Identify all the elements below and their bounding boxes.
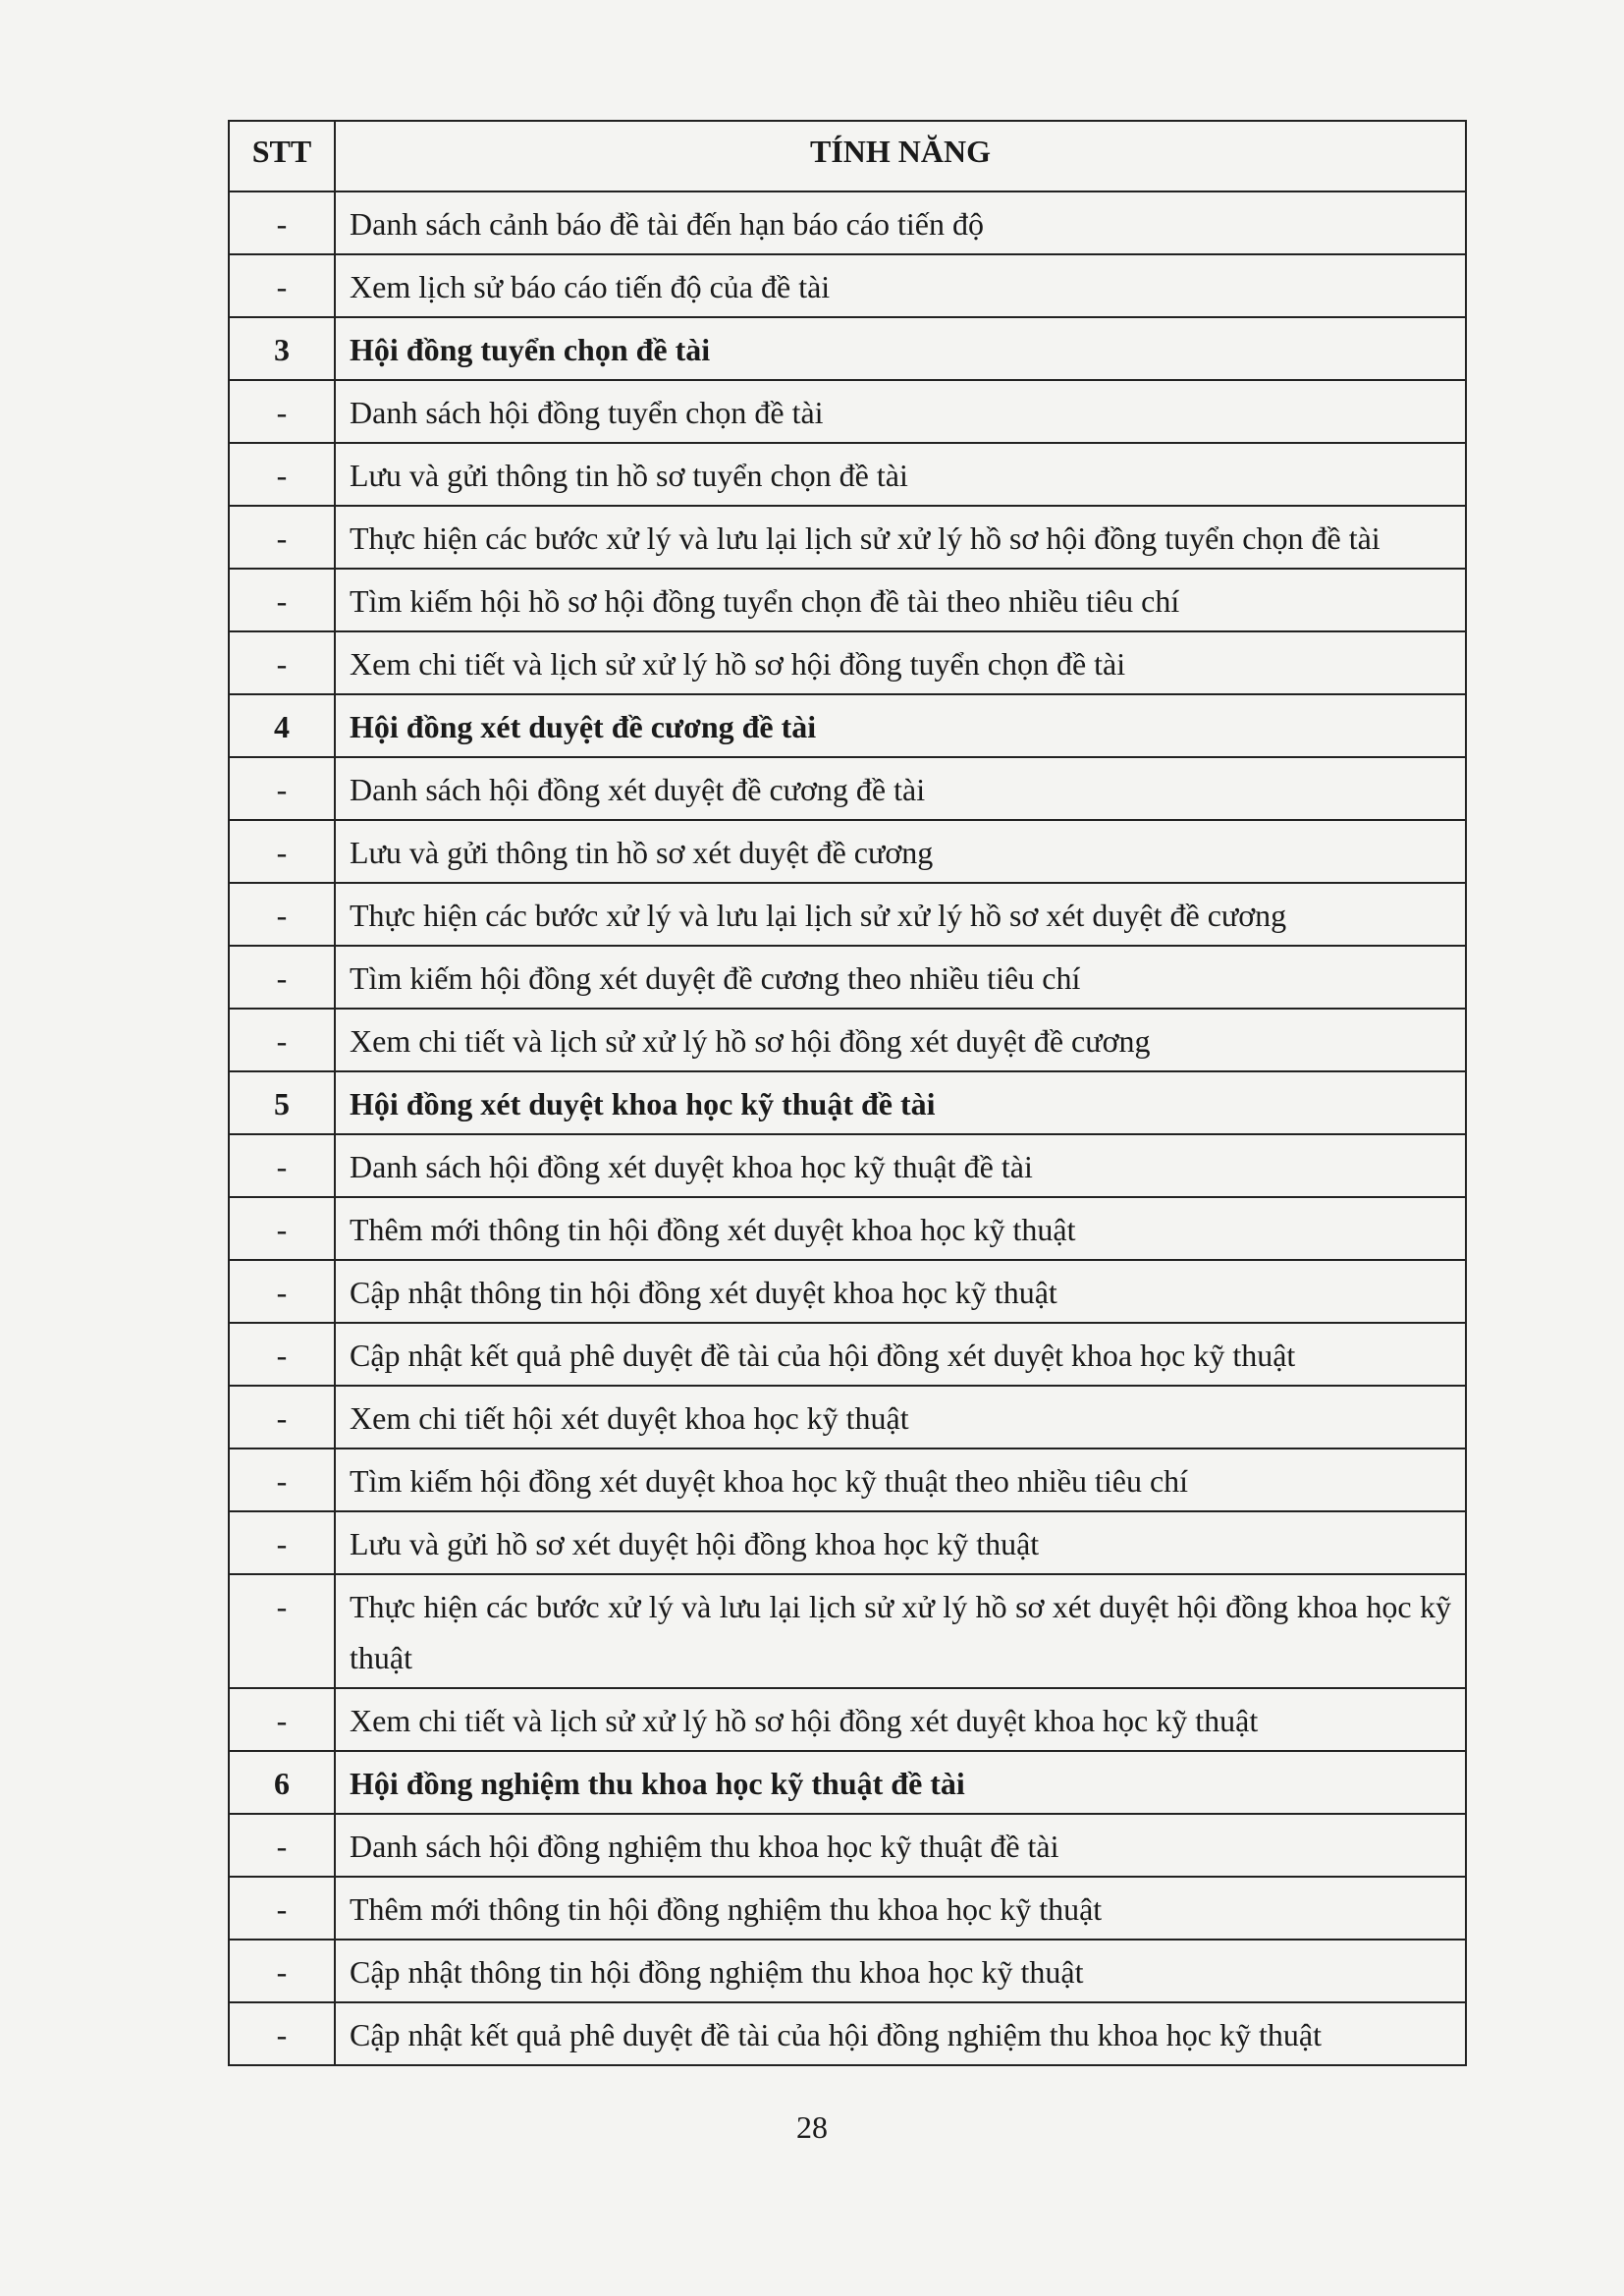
stt-cell: - xyxy=(229,757,335,820)
page-number: 28 xyxy=(796,2109,828,2145)
stt-cell: - xyxy=(229,254,335,317)
table-row xyxy=(229,820,1466,883)
stt-cell: - xyxy=(229,2002,335,2065)
stt-cell: - xyxy=(229,1449,335,1511)
header-stt: STT xyxy=(229,121,335,191)
table-row xyxy=(229,191,1466,254)
stt-cell: - xyxy=(229,946,335,1009)
feature-cell: Xem chi tiết hội xét duyệt khoa học kỹ thuật xyxy=(335,1386,1466,1449)
table-row xyxy=(229,1386,1466,1449)
feature-cell: Danh sách hội đồng nghiệm thu khoa học kỹ thuật đề tài xyxy=(335,1814,1466,1877)
feature-cell: Thực hiện các bước xử lý và lưu lại lịch sử xử lý hồ sơ hội đồng tuyển chọn đề tài xyxy=(335,506,1466,569)
stt-cell: - xyxy=(229,380,335,443)
feature-cell: Danh sách hội đồng xét duyệt khoa học kỹ thuật đề tài xyxy=(335,1134,1466,1197)
table-row xyxy=(229,1134,1466,1197)
feature-cell: Thêm mới thông tin hội đồng xét duyệt khoa học kỹ thuật xyxy=(335,1197,1466,1260)
section-title-cell: Hội đồng xét duyệt khoa học kỹ thuật đề tài xyxy=(335,1071,1466,1134)
section-title-cell: Hội đồng xét duyệt đề cương đề tài xyxy=(335,694,1466,757)
table-row xyxy=(229,1260,1466,1323)
table-row xyxy=(229,569,1466,631)
section-title-cell: Hội đồng tuyển chọn đề tài xyxy=(335,317,1466,380)
table-row xyxy=(229,506,1466,569)
table-row xyxy=(229,1511,1466,1574)
feature-cell: Cập nhật thông tin hội đồng xét duyệt khoa học kỹ thuật xyxy=(335,1260,1466,1323)
stt-cell: - xyxy=(229,1877,335,1940)
table-row xyxy=(229,946,1466,1009)
stt-cell: - xyxy=(229,1197,335,1260)
table-row xyxy=(229,380,1466,443)
feature-cell: Thực hiện các bước xử lý và lưu lại lịch sử xử lý hồ sơ xét duyệt đề cương xyxy=(335,883,1466,946)
section-title-cell: Hội đồng nghiệm thu khoa học kỹ thuật đề tài xyxy=(335,1751,1466,1814)
section-row xyxy=(229,317,1466,380)
feature-cell: Xem lịch sử báo cáo tiến độ của đề tài xyxy=(335,254,1466,317)
table-row xyxy=(229,1449,1466,1511)
feature-cell: Danh sách hội đồng xét duyệt đề cương đề tài xyxy=(335,757,1466,820)
feature-cell: Cập nhật thông tin hội đồng nghiệm thu khoa học kỹ thuật xyxy=(335,1940,1466,2002)
stt-cell: 5 xyxy=(229,1071,335,1134)
stt-cell: - xyxy=(229,1940,335,2002)
feature-cell: Thực hiện các bước xử lý và lưu lại lịch sử xử lý hồ sơ xét duyệt hội đồng khoa học kỹ thuật xyxy=(335,1574,1466,1688)
stt-cell: - xyxy=(229,569,335,631)
feature-table xyxy=(228,120,1467,2066)
feature-cell: Tìm kiếm hội đồng xét duyệt đề cương theo nhiều tiêu chí xyxy=(335,946,1466,1009)
table-row xyxy=(229,1197,1466,1260)
feature-cell: Thêm mới thông tin hội đồng nghiệm thu khoa học kỹ thuật xyxy=(335,1877,1466,1940)
section-row xyxy=(229,694,1466,757)
table-row xyxy=(229,1877,1466,1940)
table-row xyxy=(229,2002,1466,2065)
feature-cell: Cập nhật kết quả phê duyệt đề tài của hội đồng xét duyệt khoa học kỹ thuật xyxy=(335,1323,1466,1386)
table-row xyxy=(229,1574,1466,1688)
table-row xyxy=(229,757,1466,820)
table-row xyxy=(229,631,1466,694)
table-row xyxy=(229,1814,1466,1877)
stt-cell: - xyxy=(229,1323,335,1386)
table-row xyxy=(229,254,1466,317)
stt-cell: - xyxy=(229,1511,335,1574)
stt-cell: - xyxy=(229,1260,335,1323)
feature-cell: Xem chi tiết và lịch sử xử lý hồ sơ hội đồng xét duyệt khoa học kỹ thuật xyxy=(335,1688,1466,1751)
table-row xyxy=(229,1323,1466,1386)
table-body xyxy=(229,191,1466,2065)
feature-cell: Danh sách cảnh báo đề tài đến hạn báo cáo tiến độ xyxy=(335,191,1466,254)
table-header-row xyxy=(229,121,1466,191)
feature-cell: Xem chi tiết và lịch sử xử lý hồ sơ hội đồng tuyển chọn đề tài xyxy=(335,631,1466,694)
stt-cell: - xyxy=(229,820,335,883)
stt-cell: - xyxy=(229,631,335,694)
feature-table-container xyxy=(228,120,1467,2066)
stt-cell: - xyxy=(229,1688,335,1751)
stt-cell: 3 xyxy=(229,317,335,380)
stt-cell: - xyxy=(229,191,335,254)
feature-cell: Tìm kiếm hội đồng xét duyệt khoa học kỹ thuật theo nhiều tiêu chí xyxy=(335,1449,1466,1511)
feature-cell: Cập nhật kết quả phê duyệt đề tài của hội đồng nghiệm thu khoa học kỹ thuật xyxy=(335,2002,1466,2065)
stt-cell: 6 xyxy=(229,1751,335,1814)
stt-cell: - xyxy=(229,1814,335,1877)
feature-cell: Tìm kiếm hội hồ sơ hội đồng tuyển chọn đề tài theo nhiều tiêu chí xyxy=(335,569,1466,631)
table-row xyxy=(229,443,1466,506)
stt-cell: - xyxy=(229,883,335,946)
table-row xyxy=(229,1940,1466,2002)
stt-cell: 4 xyxy=(229,694,335,757)
feature-cell: Lưu và gửi hồ sơ xét duyệt hội đồng khoa học kỹ thuật xyxy=(335,1511,1466,1574)
header-feature: TÍNH NĂNG xyxy=(335,121,1466,191)
feature-cell: Danh sách hội đồng tuyển chọn đề tài xyxy=(335,380,1466,443)
stt-cell: - xyxy=(229,443,335,506)
feature-cell: Lưu và gửi thông tin hồ sơ tuyển chọn đề tài xyxy=(335,443,1466,506)
feature-cell: Xem chi tiết và lịch sử xử lý hồ sơ hội đồng xét duyệt đề cương xyxy=(335,1009,1466,1071)
stt-cell: - xyxy=(229,506,335,569)
stt-cell: - xyxy=(229,1386,335,1449)
table-row xyxy=(229,1009,1466,1071)
stt-cell: - xyxy=(229,1009,335,1071)
section-row xyxy=(229,1751,1466,1814)
table-row xyxy=(229,1688,1466,1751)
stt-cell: - xyxy=(229,1134,335,1197)
stt-cell: - xyxy=(229,1574,335,1688)
section-row xyxy=(229,1071,1466,1134)
feature-cell: Lưu và gửi thông tin hồ sơ xét duyệt đề cương xyxy=(335,820,1466,883)
table-row xyxy=(229,883,1466,946)
